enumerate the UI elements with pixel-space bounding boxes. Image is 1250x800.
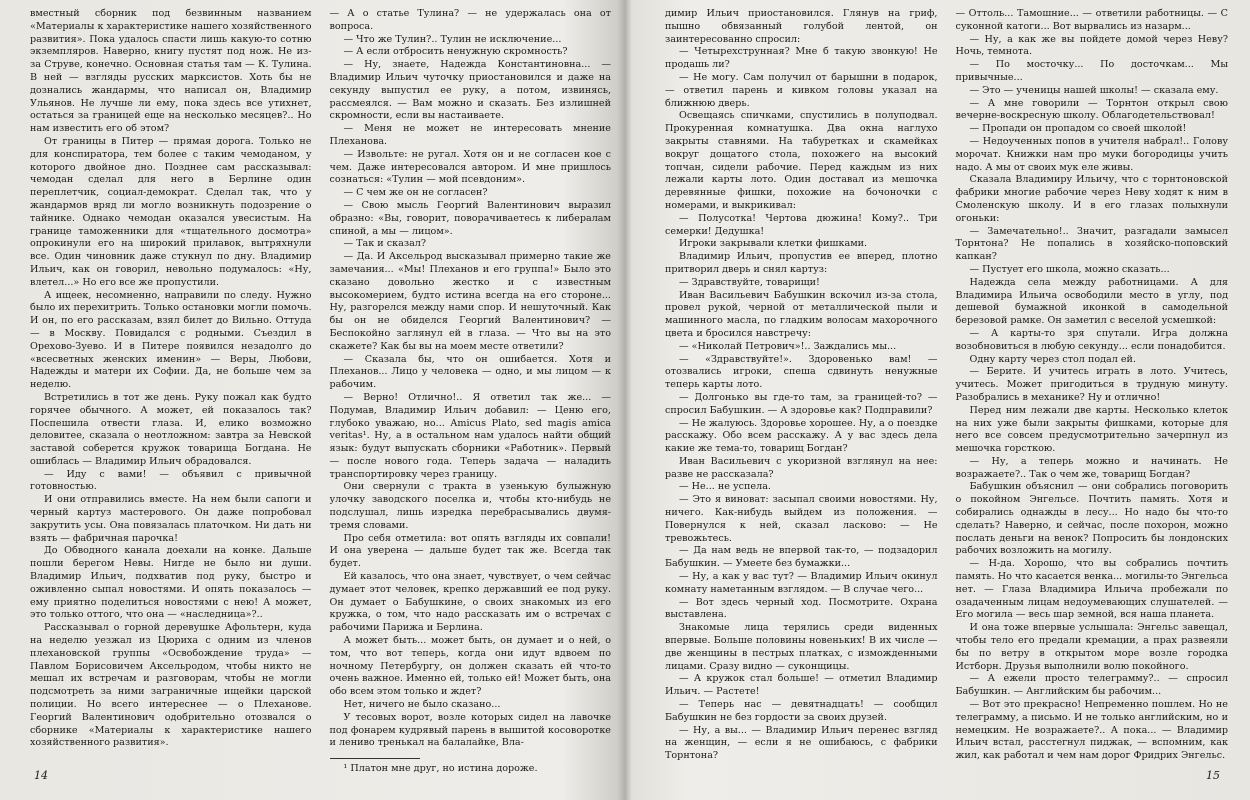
paragraph: — Долгонько вы где-то там, за границей-то? — спросил Бабушкин. — А здоровье как? Подправили? [665, 391, 938, 416]
paragraph: — А о статье Тулина? — не удержалась она от вопроса. [329, 8, 611, 32]
paragraph: Они свернули с тракта в узенькую булыжную улочку заводского поселка и, чтобы кто-нибудь не подслушал, лишь изредка перебрасывались двумя-тремя словами. [329, 481, 611, 531]
paragraph: — Что же Тулин?.. Тулин не исключение... [343, 33, 562, 45]
paragraph: — Ну, а как у вас тут? — Владимир Ильич окинул комнату наметанным взглядом. — В случае чего... [665, 571, 938, 595]
paragraph: — Не могу. Сам получил от барышни в подарок, — ответил парень и кивком головы указал на ближнюю дверь. [665, 71, 938, 109]
footnote: ¹ Платон мне друг, но истина дороже. [343, 763, 538, 775]
paragraph: — Недоученных попов в учителя набрал!.. Голову морочат. Книжки нам про муки богородицы учить надо. А мы от своих мук еле живы. [955, 135, 1228, 173]
paragraph: Нет, ничего не было сказано... [343, 699, 501, 711]
paragraph: — Ну, а теперь можно и начинать. Не возражаете?.. Так о чем же, товарищ Богдан? [955, 455, 1228, 480]
paragraph: А ищеек, несомненно, направили по следу. Нужно было их перехитрить. Только остановки могли помочь. И он, по его рассказам, взял билет до Вильно. Оттуда — в Москву. Повидался с родными. Съездил в Орехово-Зуево. И в Питере появился незадолго до «всесветных женских именин» — Веры, Любови, Надежды и матери их Софии. Да, не больше чем за неделю. [30, 289, 312, 391]
paragraph: — Верно! Отлично!.. Я ответил так же... — Подумав, Владимир Ильич добавил: — Ценю его, глубоко уважаю, но... Amicus Plato, sed magis amica veritas¹. Ну, а в остальном нам удалось найти общий язык: будут выпускать сборники «Работник». Первый — после нового года. Теперь задача — наладить транспортировку через границу. [329, 391, 611, 480]
paragraph: Бабушкин объяснил — они собрались поговорить о покойном Энгельсе. Почтить память. Хотя и собирались однажды в лесу... Но надо бы что-то сделать? Наверно, и сейчас, после похорон, можно послать деньги на венок? Попросить бы лондонских рабочих возложить на могилу. [955, 481, 1228, 557]
paragraph: — Так и сказал? [343, 238, 427, 250]
paragraph: — Пропади он пропадом со своей школой! [969, 123, 1187, 135]
footnote-rule [330, 758, 420, 759]
paragraph: — Меня не может не интересовать мнение Плеханова. [329, 123, 611, 147]
paragraph: — Ну, а вы... — Владимир Ильич перенес взгляд на женщин, — если я не ошибаюсь, с фабрики Торнтона? [665, 724, 938, 762]
paragraph: — Ну, а как же вы пойдете домой через Неву? Ночь, темнота. [955, 33, 1228, 58]
paragraph: До Обводного канала доехали на конке. Дальше пошли берегом Невы. Нигде не было ни души. Владимир Ильич, подхватив под руку, быстро и оживленно сыпал новостями. И опять показалось — ему приятно поделиться новостями с нею! А может, это только оттого, что она — «наследница»?.. [30, 545, 312, 621]
paragraph: Сказала Владимиру Ильичу, что с торнтоновской фабрики многие рабочие через Неву ходят к ним в Смоленскую школу. И в его глазах полыхнули огоньки: [955, 174, 1228, 224]
paragraph: Владимир Ильич, пропустив ее вперед, плотно притворил дверь и снял картуз: [665, 251, 938, 275]
paragraph: От границы в Питер — прямая дорога. Только не для конспиратора, тем более с таким чемоданом, у которого двойное дно. Позднее сам рассказывал: чемодан сделал для него в Берлине один переплетчик, социал-демократ. Сделал так, что у жандармов вряд ли могло возникнуть подозрение о тайнике. Однако чемодан оказался увесистым. На границе таможенники для «тщательного досмотра» опрокинули его на широкий прилавок, вытряхнули все. Один чиновник даже стукнул по дну. Владимир Ильич, как он говорил, невольно подумалось: «Ну, влетел...» Но его все же пропустили. [30, 135, 312, 288]
paragraph: — Теперь нас — девятнадцать! — сообщил Бабушкин не без гордости за своих друзей. [665, 699, 938, 723]
paragraph: — Не жалуюсь. Здоровье хорошее. Ну, а о поездке расскажу. Обо всем расскажу. А у вас здесь дела какие же тема-то, товарищ Богдан? [665, 417, 938, 455]
paragraph: — Да нам ведь не впервой так-то, — подзадорил Бабушкин. — Умеете без бумажки... [665, 545, 938, 570]
paragraph: — А карты-то зря спутали. Игра должна возобновиться в любую секунду... если понадобится. [955, 327, 1228, 352]
paragraph: Рассказывал о горной деревушке Афольтерн, куда на неделю уезжал из Цюриха с одним из членов плехановской группы «Освобождение труда» — Павлом Борисовичем Аксельродом, чтобы никто не мешал их встречам и разговорам, чтобы не могли подсмотреть за ними заграничные ищейки царской полиции. Но всего интереснее — о Плеханове. Георгий Валентинович одобрительно отозвался о сборнике «Материалы к характеристике нашего хозяйственного развития». [30, 622, 312, 749]
paragraph: — С чем же он не согласен? [343, 187, 488, 199]
paragraph: Одну карту через стол подал ей. [969, 353, 1137, 365]
paragraph: — Сказала бы, что он ошибается. Хотя и Плеханов... Лицо у человека — одно, и мы лицом — к рабочим. [329, 353, 611, 391]
paragraph: — А если отбросить ненужную скромность? [343, 46, 568, 58]
paragraph: — Пустует его школа, можно сказать... [969, 263, 1170, 275]
paragraph: — Ну, знаете, Надежда Константиновна... — Владимир Ильич чуточку приостановился и даже на секунду выпустил ее руку, а потом, извинясь, рассмеялся. — Вам можно и сказать. Без излишней скромности, если вы настаиваете. [329, 59, 611, 122]
paragraph: Освещаясь спичками, спустились в полуподвал. Прокуренная комнатушка. Два окна наглухо закрыты ставнями. На табуретках и скамейках вокруг дощатого стола, похожего на высокий топчан, сидели рабочие. Перед каждым из них лежали карты лото. Один доставал из мешочка деревянные фишки, похожие на бочоночки с номерами, и выкрикивал: [665, 110, 938, 211]
paragraph: А может быть... может быть, он думает и о ней, о том, что вот теперь, когда они идут вдвоем по ночному Петербургу, он должен сказать ей что-то очень важное. Именно ей, только ей! Может быть, она обо всем этом только и ждет? [329, 635, 611, 698]
paragraph: — Оттоль... Тамошние... — ответили работницы. — С суконной катоги... Вот вырвались из назарм... [955, 8, 1228, 32]
paragraph: — Вот здесь черный ход. Посмотрите. Охрана выставлена. [665, 596, 938, 621]
paragraph: У тесовых ворот, возле которых сидел на лавочке под фонарем кудрявый парень в вышитой косоворотке и лениво тренькал на балалайке, Вла- [329, 711, 611, 749]
paragraph: — Здравствуйте, товарищи! [679, 276, 820, 288]
paragraph: — Четырехструнная? Мне б такую звонкую! Не продашь ли? [665, 46, 938, 71]
paragraph: Игроки закрывали клетки фишками. [679, 238, 868, 250]
page-number-left: 14 [34, 769, 48, 782]
paragraph: — Замечательно!.. Значит, разгадали замысел Торнтона? Не попались в хозяйско-поповский капкан? [955, 225, 1228, 263]
paragraph: — Иду с вами! — объявил с привычной готовностью. [30, 468, 312, 493]
paragraph: — «Николай Петрович»!.. Заждались мы... [679, 340, 897, 352]
paragraph: И она тоже впервые услышала: Энгельс завещал, чтобы тело его предали кремации, а прах развеяли бы по ветру в открытом море возле городка Истборн. Друзья выполнили волю покойного. [955, 622, 1228, 672]
page-number-right: 15 [1206, 769, 1220, 782]
paragraph: — Свою мысль Георгий Валентинович выразил образно: «Вы, говорит, поворачиваетесь к либералам спиной, а мы — лицом». [329, 199, 611, 237]
paragraph: — Берите. И учитесь играть в лото. Учитесь, учитесь. Может пригодиться в трудную минуту. Разобрались в механике? Ну и отлично! [955, 366, 1228, 403]
left-page-column-1 [30, 8, 312, 756]
paragraph: Знакомые лица терялись среди виденных впервые. Больше половины новеньких! В их числе — две женщины в пестрых платках, с изможденными лицами. Сразу видно — суконщицы. [665, 622, 938, 672]
paragraph: — Извольте: не ругал. Хотя он и не согласен кое с чем. Даже интересовался автором. И мне пришлось сознаться: «Тулин — мой псевдоним». [329, 148, 611, 186]
right-page [625, 0, 1250, 800]
paragraph: — Полусотка! Чертова дюжина! Кому?.. Три семерки! Дедушка! [665, 212, 938, 237]
paragraph: — А кружок стал больше! — отметил Владимир Ильич. — Растете! [665, 673, 938, 698]
paragraph: Перед ним лежали две карты. Несколько клеток на них уже были закрыты фишками, которые для него все совсем предусмотрительно зачерпнул из мешочка горсткою. [955, 404, 1228, 455]
paragraph: — По мосточку... По досточкам... Мы привычные... [955, 59, 1228, 83]
right-page-column-1 [665, 8, 938, 762]
paragraph: Ей казалось, что она знает, чувствует, о чем сейчас думает этот человек, крепко державший ее под руку. Он думает о Бабушкине, о своих знакомых из его кружка, о том, что надо рассказать им о встречах с рабочими Парижа и Берлина. [329, 571, 611, 634]
paragraph: И они отправились вместе. На нем были сапоги и черный картуз мастерового. Он даже попробовал закрутить усы. Она повязалась платочком. Ни дать ни взять — фабричная парочка! [30, 494, 312, 544]
paragraph: — Не... не успела. [679, 481, 771, 493]
paragraph: — Это я виноват: засыпал своими новостями. Ну, ничего. Как-нибудь выйдем из положения. — Повернулся к ней, сказал ласково: — Не тревожьтесь. [665, 494, 938, 544]
right-page-column-2 [955, 8, 1229, 762]
paragraph: — Да. И Аксельрод высказывал примерно такие же замечания... «Мы! Плеханов и его группа!» Было это сказано довольно жестко и с известным высокомерием, будто истина всегда на его стороне... Ну, разгорелся между нами спор. И нешуточный. Как бы он не обиделся Георгий Валентинович? — Беспокойно заглянул ей в глаза. — Что вы на это скажете? Как бы вы на моем месте ответили? [329, 251, 611, 352]
paragraph: Иван Васильевич Бабушкин вскочил из-за стола, провел рукой, черной от металлической пыли и машинного масла, по гладким волосам махорочного цвета и бросился навстречу: [665, 289, 938, 339]
paragraph: — А ежели просто телеграмму?.. — спросил Бабушкин. — Английским бы рабочим... [955, 673, 1228, 698]
paragraph: димир Ильич приостановился. Глянув на гриф, пышно обвязанный голубой лентой, он заинтересованно спросил: [665, 8, 938, 45]
paragraph: — Н-да. Хорошо, что вы собрались почтить память. Но что касается венка... могилы-то Энгельса нет. — Глаза Владимира Ильича пробежали по озадаченным лицам недоумевающих слушателей. — Его могила — весь шар земной, вся наша планета. [955, 558, 1228, 621]
paragraph: — А мне говорили — Торнтон открыл свою вечерне-воскресную школу. Облагодетельствовал! [955, 97, 1228, 122]
paragraph: Встретились в тот же день. Руку пожал как будто горячее обычного. А может, ей показалось так? Поспешила отвести глаза. И, елико возможно деловитее, сказала о неотложном: завтра за Невской заставой соберется кружок товарища Богдана. Не ошиблась — Владимир Ильич обрадовался. [30, 391, 312, 467]
paragraph: Надежда села между работницами. А для Владимира Ильича освободили место в углу, под дешевой бумажной иконкой в самодельной березовой рамке. Он заметил с веселой усмешкой: [955, 276, 1228, 327]
paragraph: — «Здравствуйте!». Здоровенько вам! — отозвались игроки, спеша сдвинуть ненужные теперь карты лото. [665, 353, 938, 391]
paragraph: — Это — ученицы нашей школы! — сказала ему. [969, 84, 1219, 96]
paragraph: Иван Васильевич с укоризной взглянул на нее: разве не рассказала? [665, 455, 938, 480]
paragraph: Про себя отметила: вот опять взгляды их совпали! И она уверена — дальше будет так же. Всегда так будет. [329, 532, 611, 570]
paragraph: вместный сборник под безвинным названием «Материалы к характеристике нашего хозяйственного развития». Пока удалось спасти лишь какую-то сотню экземпляров. Наверно, книгу пустят под нож. Не из-за Струве, конечно. Основная статья там — К. Тулина. В ней — взгляды русских марксистов. Хоть бы не дознались жандармы, что написал он, Владимир Ульянов. Не лучше ли ему, пока здесь все утихнет, остаться за границей еще на несколько месяцев?.. Но нам известить его об этом? [30, 8, 312, 135]
paragraph: — Вот это прекрасно! Непременно пошлем. Но не телеграмму, а письмо. И не только английским, но и немецким. Не возражаете?.. А пока... — Владимир Ильич встал, расстегнул пиджак, — вспомним, как жил, как работал и чем нам дорог Фридрих Энгельс. [955, 699, 1228, 762]
left-page-column-2 [329, 8, 612, 775]
